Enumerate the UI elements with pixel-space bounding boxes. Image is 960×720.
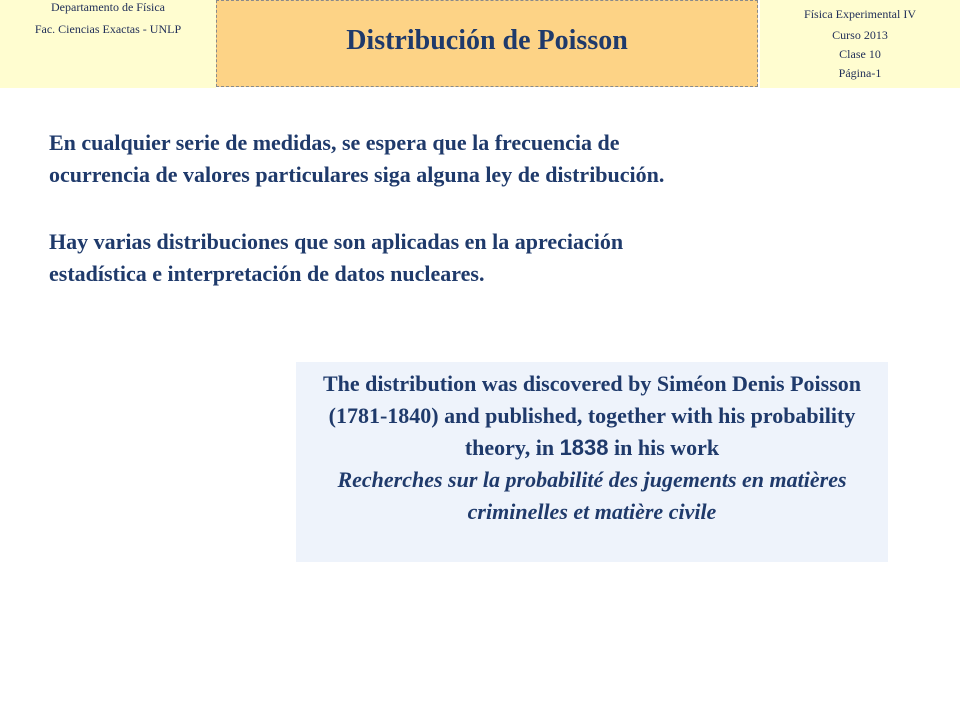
course-name: Física Experimental IV [804,7,916,21]
course-year: Curso 2013 [832,28,888,42]
work-title: Recherches sur la probabilité des jugements en matières criminelles et matière civile [337,467,847,524]
paragraph-1 [49,127,849,191]
paragraph-2-line-1: Hay varias distribuciones que son aplicadas en la apreciación [49,229,624,254]
paragraph-2 [49,226,849,290]
note-text-end: in his work [608,435,720,460]
paragraph-1-line-1: En cualquier serie de medidas, se espera que la frecuencia de [49,130,620,155]
slide-title: Distribución de Poisson [346,25,628,56]
faculty-label: Fac. Ciencias Exactas - UNLP [34,22,182,36]
paragraph-1-line-2: ocurrencia de valores particulares siga alguna ley de distribución. [49,162,665,187]
page-number: Página-1 [838,66,882,80]
note-year: 1838 [559,435,609,460]
department-label: Departamento de Física [51,0,165,14]
history-note [296,368,888,528]
class-number: Clase 10 [839,47,881,61]
note-text-start: The distribution was discovered by Siméon Denis Poisson (1781-1840) and published, together with his probability theory, in [322,371,862,460]
paragraph-2-line-2: estadística e interpretación de datos nucleares. [49,261,485,286]
